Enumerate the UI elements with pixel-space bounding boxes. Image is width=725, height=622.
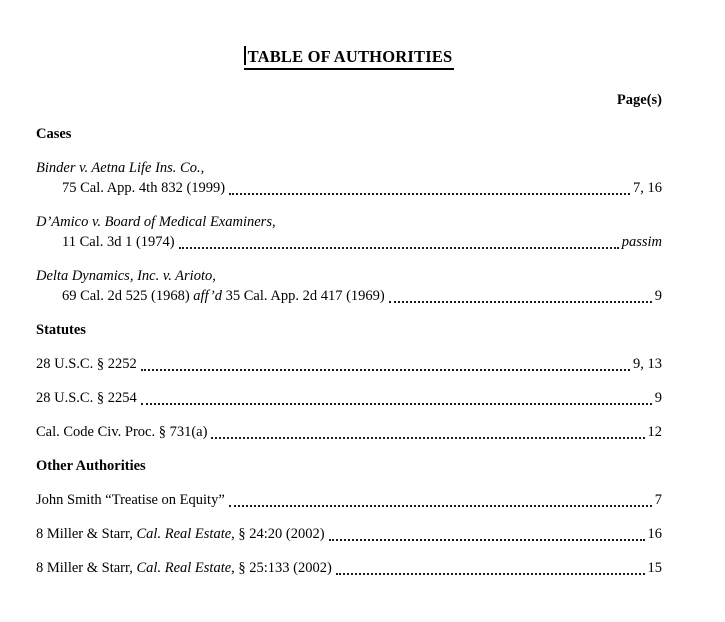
citation-fragment: 75 Cal. App. 4th 832 (1999)	[62, 180, 226, 196]
citation-line	[36, 388, 662, 408]
dot-leader	[141, 369, 630, 371]
dot-leader	[179, 247, 619, 249]
citation-fragment: , § 24:20 (2002)	[231, 526, 325, 542]
toa-entry	[36, 388, 662, 408]
toa-entry	[36, 158, 662, 198]
text-cursor-icon	[244, 46, 246, 65]
toa-entry	[36, 490, 662, 510]
page-title-text: TABLE OF AUTHORITIES	[247, 47, 453, 66]
case-name-text: Delta Dynamics, Inc. v. Arioto,	[36, 268, 216, 284]
dot-leader	[141, 403, 652, 405]
citation-fragment: Cal. Real Estate	[136, 560, 232, 576]
citation-fragment: 35 Cal. App. 2d 417 (1969)	[222, 288, 385, 304]
citation-fragment: aff’d	[193, 288, 223, 304]
case-name-text: D’Amico v. Board of Medical Examiners,	[36, 214, 276, 230]
toa-entry	[36, 212, 662, 252]
dot-leader	[211, 437, 644, 439]
citation-line	[36, 232, 662, 252]
citation-fragment: 69 Cal. 2d 525 (1968)	[62, 288, 194, 304]
page-number: 9	[654, 390, 662, 406]
citation-fragment: 11 Cal. 3d 1 (1974)	[62, 234, 175, 250]
toa-sections	[36, 124, 662, 578]
toa-entry	[36, 422, 662, 442]
citation-text	[36, 422, 207, 442]
case-name-line	[36, 212, 662, 232]
dot-leader	[229, 193, 630, 195]
case-name-line	[36, 266, 662, 286]
case-name-line	[36, 158, 662, 178]
citation-line	[36, 422, 662, 442]
page-number: 15	[647, 560, 662, 576]
citation-text	[36, 354, 137, 374]
citation-text	[36, 388, 137, 408]
citation-fragment: 8 Miller & Starr,	[36, 526, 137, 542]
page-number: 7	[654, 492, 662, 508]
citation-text	[62, 232, 175, 252]
citation-fragment: 8 Miller & Starr,	[36, 560, 137, 576]
citation-line	[36, 286, 662, 306]
citation-text	[36, 524, 325, 544]
citation-fragment: John Smith “Treatise on Equity”	[36, 492, 225, 508]
page-number: 9	[654, 288, 662, 304]
citation-fragment: , § 25:133 (2002)	[231, 560, 332, 576]
citation-line	[36, 524, 662, 544]
page-number: 7, 16	[633, 180, 662, 196]
page-column-label: Page(s)	[616, 92, 662, 108]
page-number: 9, 13	[633, 356, 662, 372]
citation-fragment: Cal. Code Civ. Proc. § 731(a)	[36, 424, 208, 440]
section-heading: Cases	[36, 126, 72, 142]
citation-fragment: Cal. Real Estate	[136, 526, 232, 542]
citation-line	[36, 178, 662, 198]
citation-line	[36, 354, 662, 374]
dot-leader	[389, 301, 652, 303]
citation-line	[36, 490, 662, 510]
dot-leader	[336, 573, 645, 575]
section-heading: Statutes	[36, 322, 86, 338]
page-number: 16	[647, 526, 662, 542]
toa-entry	[36, 266, 662, 306]
citation-text	[62, 178, 225, 198]
section-heading: Other Authorities	[36, 458, 146, 474]
citation-text	[36, 490, 225, 510]
citation-text	[62, 286, 385, 306]
toa-entry	[36, 558, 662, 578]
citation-line	[36, 558, 662, 578]
dot-leader	[229, 505, 652, 507]
toa-entry	[36, 354, 662, 374]
case-name-text: Binder v. Aetna Life Ins. Co.,	[36, 160, 205, 176]
page-number: passim	[621, 234, 662, 250]
page-number: 12	[647, 424, 662, 440]
toa-entry	[36, 524, 662, 544]
dot-leader	[329, 539, 645, 541]
citation-fragment: 28 U.S.C. § 2252	[36, 356, 137, 372]
page-title	[244, 46, 455, 70]
citation-text	[36, 558, 332, 578]
citation-fragment: 28 U.S.C. § 2254	[36, 390, 137, 406]
title-row	[36, 46, 662, 67]
